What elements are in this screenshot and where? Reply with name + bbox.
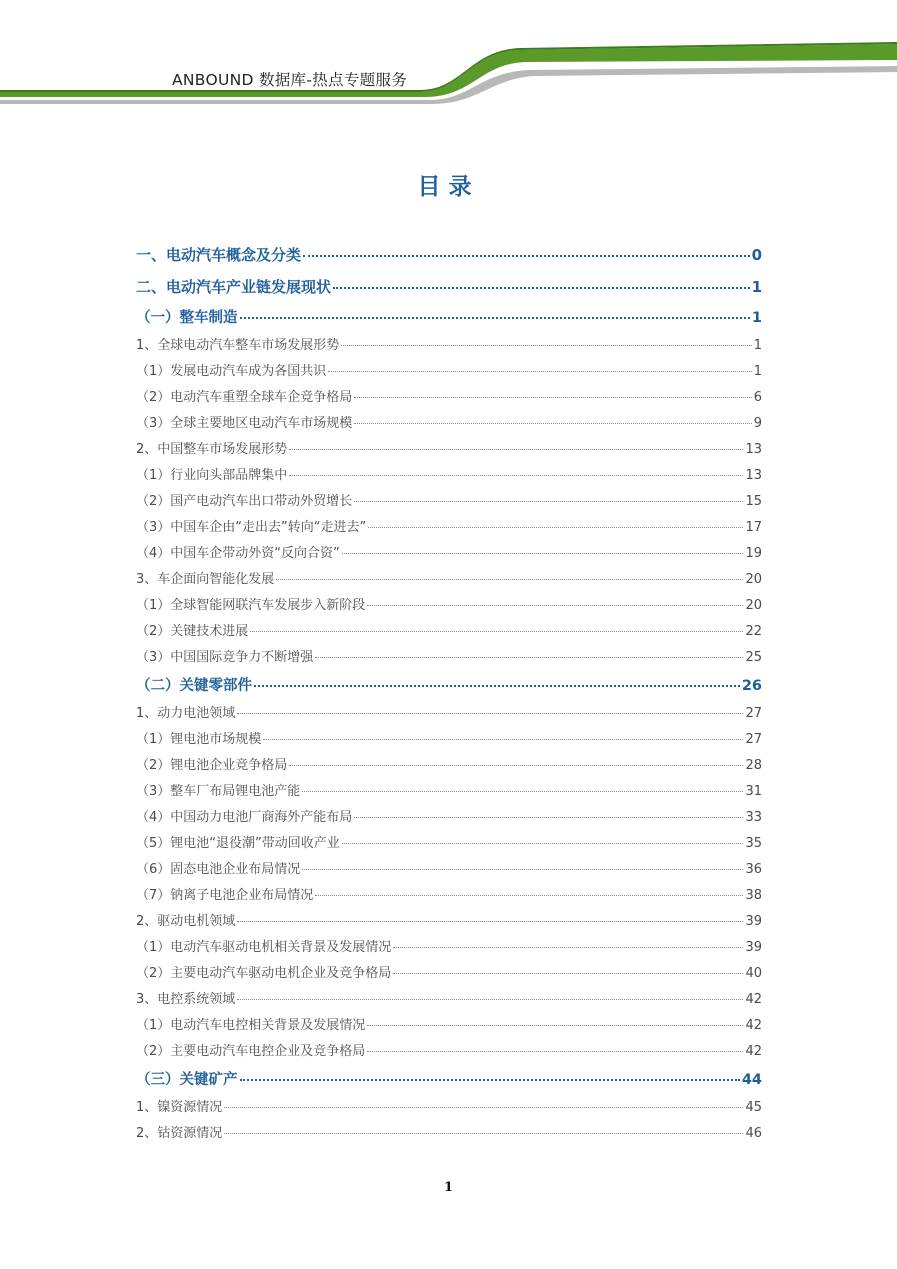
- toc-entry[interactable]: [136, 386, 762, 405]
- toc-entry[interactable]: [136, 780, 762, 799]
- toc-entry-page: 39: [745, 914, 762, 929]
- toc-dot-leader: [342, 843, 744, 844]
- toc-entry[interactable]: [136, 728, 762, 747]
- toc-entry-label: （7）钠离子电池企业布局情况: [136, 888, 314, 903]
- toc-entry-label: （1）全球智能网联汽车发展步入新阶段: [136, 598, 366, 613]
- toc-entry-page: 1: [753, 338, 762, 353]
- toc-entry[interactable]: [136, 1068, 762, 1089]
- toc-entry-label: （二）关键零部件: [136, 678, 252, 694]
- toc-entry-page: 1: [753, 364, 762, 379]
- toc-dot-leader: [240, 1079, 740, 1081]
- toc-dot-leader: [328, 371, 751, 372]
- toc-entry-page: 42: [745, 1044, 762, 1059]
- toc-entry[interactable]: [136, 910, 762, 929]
- toc-entry-page: 6: [753, 390, 762, 405]
- toc-entry-page: 1: [751, 310, 762, 326]
- toc-dot-leader: [302, 869, 743, 870]
- toc-entry-page: 27: [745, 732, 762, 747]
- toc-entry-label: （3）整车厂布局锂电池产能: [136, 784, 301, 799]
- toc-entry-label: （一）整车制造: [136, 310, 238, 326]
- toc-entry-label: （2）锂电池企业竞争格局: [136, 758, 288, 773]
- toc-dot-leader: [302, 791, 743, 792]
- toc-dot-leader: [240, 317, 750, 319]
- toc-entry-label: 二、电动汽车产业链发展现状: [136, 278, 332, 296]
- toc-entry[interactable]: [136, 360, 762, 379]
- toc-entry[interactable]: [136, 702, 762, 721]
- toc-entry-page: 15: [745, 494, 762, 509]
- toc-entry-label: （三）关键矿产: [136, 1072, 238, 1088]
- toc-entry[interactable]: [136, 594, 762, 613]
- toc-entry-page: 22: [745, 624, 762, 639]
- toc-dot-leader: [368, 527, 743, 528]
- header-swoosh-graphic: [0, 0, 897, 110]
- toc-entry-label: 1、全球电动汽车整车市场发展形势: [136, 338, 340, 353]
- toc-dot-leader: [354, 397, 751, 398]
- toc-entry-label: （2）国产电动汽车出口带动外贸增长: [136, 494, 353, 509]
- toc-entry-page: 39: [745, 940, 762, 955]
- toc-dot-leader: [367, 1025, 743, 1026]
- toc-dot-leader: [237, 999, 743, 1000]
- toc-dot-leader: [289, 475, 743, 476]
- toc-entry[interactable]: [136, 806, 762, 825]
- toc-entry[interactable]: [136, 464, 762, 483]
- toc-entry-label: （2）关键技术进展: [136, 624, 249, 639]
- toc-entry-page: 20: [745, 572, 762, 587]
- toc-entry-page: 25: [745, 650, 762, 665]
- toc-entry-page: 40: [745, 966, 762, 981]
- toc-entry-label: （6）固态电池企业布局情况: [136, 862, 301, 877]
- toc-entry-label: （5）锂电池“退役潮”带动回收产业: [136, 836, 340, 851]
- toc-entry[interactable]: [136, 1096, 762, 1115]
- toc-dot-leader: [263, 739, 743, 740]
- toc-dot-leader: [354, 817, 743, 818]
- toc-entry-label: （1）发展电动汽车成为各国共识: [136, 364, 327, 379]
- toc-entry-page: 0: [751, 246, 762, 264]
- toc-entry-label: 2、中国整车市场发展形势: [136, 442, 288, 457]
- toc-entry-label: 一、电动汽车概念及分类: [136, 246, 302, 264]
- toc-entry-label: 1、动力电池领域: [136, 706, 236, 721]
- toc-entry-page: 36: [745, 862, 762, 877]
- toc-entry[interactable]: [136, 832, 762, 851]
- toc-dot-leader: [342, 553, 744, 554]
- toc-dot-leader: [393, 947, 743, 948]
- toc-entry[interactable]: [136, 412, 762, 431]
- toc-entry[interactable]: [136, 1014, 762, 1033]
- toc-dot-leader: [276, 579, 743, 580]
- toc-dot-leader: [224, 1107, 743, 1108]
- toc-dot-leader: [333, 287, 750, 289]
- toc-entry-label: （1）行业向头部品牌集中: [136, 468, 288, 483]
- toc-entry-label: （4）中国动力电池厂商海外产能布局: [136, 810, 353, 825]
- page-header: [0, 0, 897, 110]
- toc-entry[interactable]: [136, 1122, 762, 1141]
- toc-entry[interactable]: [136, 884, 762, 903]
- toc-entry[interactable]: [136, 334, 762, 353]
- toc-entry-label: 3、车企面向智能化发展: [136, 572, 275, 587]
- toc-entry[interactable]: [136, 542, 762, 561]
- toc-entry[interactable]: [136, 1040, 762, 1059]
- toc-entry[interactable]: [136, 674, 762, 695]
- toc-entry-page: 9: [753, 416, 762, 431]
- toc-dot-leader: [367, 605, 743, 606]
- toc-entry-page: 44: [741, 1072, 762, 1088]
- toc-dot-leader: [250, 631, 743, 632]
- toc-entry-label: 2、钴资源情况: [136, 1126, 223, 1141]
- toc-entry-label: （2）主要电动汽车驱动电机企业及竞争格局: [136, 966, 392, 981]
- toc-entry-page: 19: [745, 546, 762, 561]
- toc-entry-page: 45: [745, 1100, 762, 1115]
- toc-entry-label: （3）全球主要地区电动汽车市场规模: [136, 416, 353, 431]
- toc-entry[interactable]: [136, 490, 762, 509]
- toc-entry[interactable]: [136, 438, 762, 457]
- toc-entry-label: （1）电动汽车电控相关背景及发展情况: [136, 1018, 366, 1033]
- toc-dot-leader: [289, 449, 743, 450]
- toc-entry[interactable]: [136, 936, 762, 955]
- toc-entry-label: 1、镍资源情况: [136, 1100, 223, 1115]
- toc-dot-leader: [303, 255, 750, 257]
- toc-entry-page: 42: [745, 992, 762, 1007]
- toc-entry-page: 13: [745, 468, 762, 483]
- toc-dot-leader: [367, 1051, 743, 1052]
- toc-entry-page: 33: [745, 810, 762, 825]
- toc-title: 目录: [417, 174, 480, 200]
- toc-entry-page: 38: [745, 888, 762, 903]
- toc-dot-leader: [341, 345, 751, 346]
- toc-entry-page: 20: [745, 598, 762, 613]
- toc-dot-leader: [289, 765, 743, 766]
- toc-entry[interactable]: [136, 516, 762, 535]
- toc-dot-leader: [237, 713, 743, 714]
- toc-entry[interactable]: [136, 276, 762, 297]
- toc-entry[interactable]: [136, 244, 762, 265]
- toc-dot-leader: [354, 423, 751, 424]
- toc-entry-label: 3、电控系统领域: [136, 992, 236, 1007]
- toc-dot-leader: [354, 501, 743, 502]
- toc-dot-leader: [254, 685, 740, 687]
- toc-entry[interactable]: [136, 306, 762, 327]
- toc-entry-page: 35: [745, 836, 762, 851]
- toc-entry[interactable]: [136, 620, 762, 639]
- toc-dot-leader: [393, 973, 743, 974]
- toc-dot-leader: [315, 657, 743, 658]
- toc-entry-label: （2）主要电动汽车电控企业及竞争格局: [136, 1044, 366, 1059]
- toc-entry-page: 13: [745, 442, 762, 457]
- toc-dot-leader: [224, 1133, 743, 1134]
- toc-dot-leader: [237, 921, 743, 922]
- toc-entry-page: 28: [745, 758, 762, 773]
- toc-entry-label: （1）锂电池市场规模: [136, 732, 262, 747]
- toc-entry-page: 31: [745, 784, 762, 799]
- toc-entry-label: （3）中国车企由“走出去”转向“走进去”: [136, 520, 367, 535]
- toc-entry[interactable]: [136, 962, 762, 981]
- toc-entry-page: 42: [745, 1018, 762, 1033]
- toc-dot-leader: [315, 895, 743, 896]
- toc-entry-page: 17: [745, 520, 762, 535]
- toc-entry[interactable]: [136, 754, 762, 773]
- toc-entry[interactable]: [136, 646, 762, 665]
- toc-entry-label: （3）中国国际竞争力不断增强: [136, 650, 314, 665]
- toc-entry-label: （1）电动汽车驱动电机相关背景及发展情况: [136, 940, 392, 955]
- toc-entry-page: 27: [745, 706, 762, 721]
- header-title: ANBOUND 数据库-热点专题服务: [172, 71, 408, 89]
- toc-entry-page: 46: [745, 1126, 762, 1141]
- toc-entry-label: （4）中国车企带动外资“反向合资”: [136, 546, 340, 561]
- toc-entry-label: （2）电动汽车重塑全球车企竞争格局: [136, 390, 353, 405]
- toc-entry-page: 1: [751, 278, 762, 296]
- page-number: 1: [443, 1180, 454, 1195]
- toc-entry[interactable]: [136, 988, 762, 1007]
- toc-entry[interactable]: [136, 858, 762, 877]
- toc-entry-page: 26: [741, 678, 762, 694]
- toc-entry-label: 2、驱动电机领域: [136, 914, 236, 929]
- toc-entry[interactable]: [136, 568, 762, 587]
